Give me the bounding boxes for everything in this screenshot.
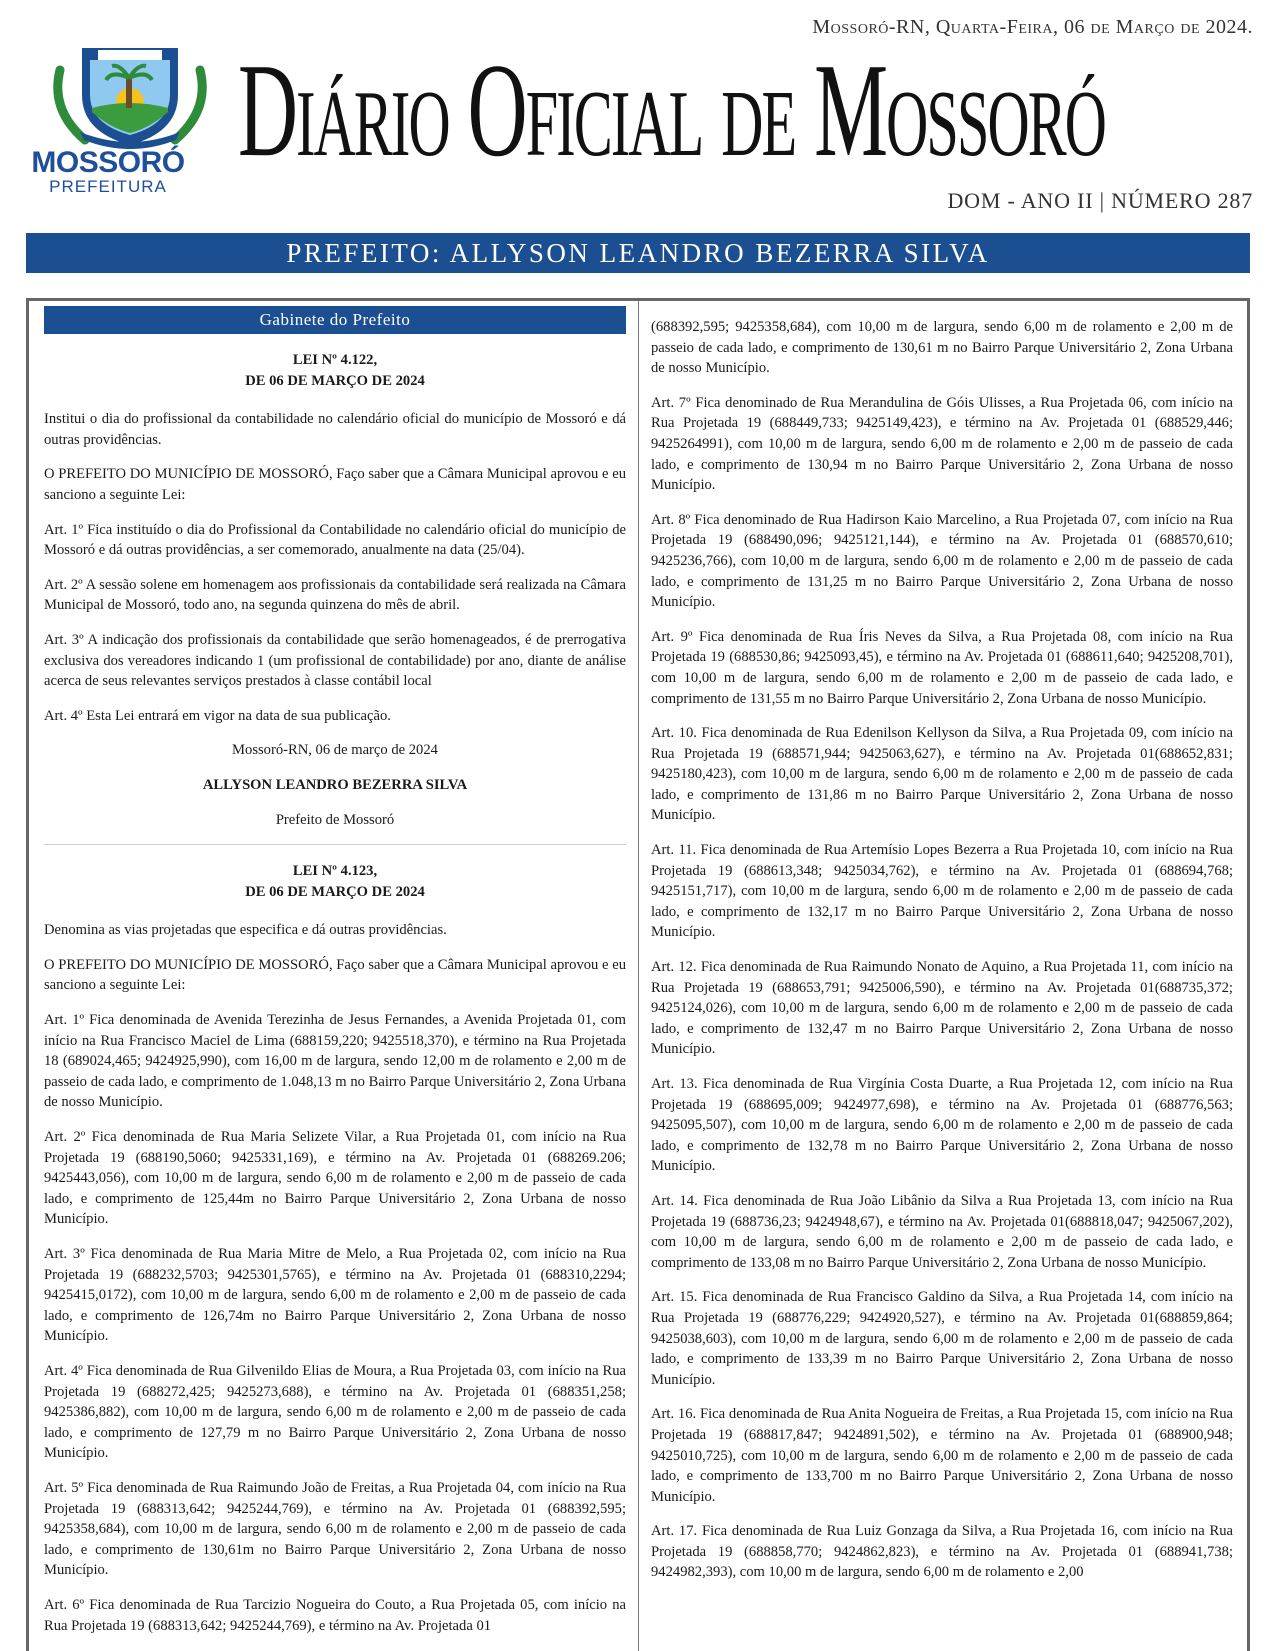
place-date: Mossoró-RN, 06 de março de 2024 xyxy=(232,742,438,759)
law-number: LEI Nº 4.123, xyxy=(292,863,378,880)
law-article: Art. 6º Fica denominada de Rua Tarcizio Nogueira do Couto, a Rua Projetada 05, com início na Rua Projetada 19 (688313,642; 9425244,769), e término na Av. Projetada 01 xyxy=(44,1596,626,1634)
signer-name: ALLYSON LEANDRO BEZERRA SILVA xyxy=(202,776,468,793)
law-article: Art. 10. Fica denominada de Rua Edenilson Kellyson da Silva, a Rua Projetada 09, com início na Rua Projetada 19 (688571,944; 9425063,627), e término na Av. Projetada 01(688652,831; 9425180,423), com 10,00 m de largura, sendo 6,00 m de rolamento e 2,00 m de passeio de cada lado, e comprimento de 131,86 m no Bairro Parque Universitário 2, Zona Urbana de nosso Município. xyxy=(651,725,1233,824)
law-article: Art. 7º Fica denominado de Rua Merandulina de Góis Ulisses, a Rua Projetada 06, com início na Rua Projetada 19 (688449,733; 9425149,423), e término na Av. Projetada 01 (688529,446; 9425264991), com 10,00 m de largura, sendo 6,00 m de rolamento e 2,00 m de passeio de cada lado, e comprimento de 130,94 m no Bairro Parque Universitário 2, Zona Urbana de nosso Município. xyxy=(651,394,1233,494)
law-date: DE 06 DE MARÇO DE 2024 xyxy=(245,372,425,389)
law-summary: Denomina as vias projetadas que especifica e dá outras providências. xyxy=(44,922,447,939)
law-article: Art. 4º Fica denominada de Rua Gilvenildo Elias de Moura, a Rua Projetada 03, com início na Rua Projetada 19 (688272,425; 9425273,688), e término na Av. Projetada 01 (688351,258; 9425386,882), com 10,00 m de largura, sendo 6,00 m de rolamento e 2,00 m de passeio de cada lado, e comprimento de 127,79 m no Bairro Parque Universitário 2, Zona Urbana de nosso Município. xyxy=(44,1362,626,1462)
law-article: Art. 5º Fica denominada de Rua Raimundo João de Freitas, a Rua Projetada 04, com início na Rua Projetada 19 (688313,642; 9425244,769), e término na Av. Projetada 01 (688392,595; 9425358,684), com 10,00 m de largura, sendo 6,00 m de rolamento e 2,00 m de passeio de cada lado, e comprimento de 130,61m no Bairro Parque Universitário 2, Zona Urbana de nosso Município. xyxy=(44,1479,626,1579)
law-article: Art. 4º Esta Lei entrará em vigor na data de sua publicação. xyxy=(44,707,391,724)
law-preamble: O PREFEITO DO MUNICÍPIO DE MOSSORÓ, Faço saber que a Câmara Municipal aprovou e eu sanciono a seguinte Lei: xyxy=(44,956,626,994)
logo-city-name: MOSSORÓ xyxy=(31,146,185,179)
publication-date: Mossoró-RN, Quarta-Feira, 06 de Março de 2024. xyxy=(812,16,1253,38)
logo-subtitle: PREFEITURA xyxy=(49,177,167,196)
law-article: Art. 3º A indicação dos profissionais da contabilidade que serão homenageados, é de prerrogativa exclusiva dos vereadores indicando 1 (um profissional de contabilidade) por ano, diante de análise acerca de seus relevantes serviços prestados à classe contábil local xyxy=(44,631,626,690)
law-article: Art. 13. Fica denominada de Rua Virgínia Costa Duarte, a Rua Projetada 12, com início na Rua Projetada 19 (688695,009; 9424977,698), e término na Av. Projetada 01 (688776,563; 9425095,507), com 10,00 m de largura, sendo 6,00 m de rolamento e 2,00 m de passeio de cada lado, e comprimento de 132,78 m no Bairro Parque Universitário 2, Zona Urbana de nosso Município. xyxy=(651,1076,1233,1175)
right-column xyxy=(651,317,1233,1597)
law-divider xyxy=(44,844,626,845)
signer-role: Prefeito de Mossoró xyxy=(275,811,395,828)
law-article: Art. 15. Fica denominada de Rua Francisco Galdino da Silva, a Rua Projetada 14, com início na Rua Projetada 19 (688776,229; 9424920,527), e término na Av. Projetada 01(688859,864; 9425038,603), com 10,00 m de largura, sendo 6,00 m de rolamento e 2,00 m de passeio de cada lado, e comprimento de 133,39 m no Bairro Parque Universitário 2, Zona Urbana de nosso Município. xyxy=(651,1289,1233,1388)
law-article: Art. 17. Fica denominada de Rua Luiz Gonzaga da Silva, a Rua Projetada 16, com início na Rua Projetada 19 (688858,770; 9424862,823), e término na Av. Projetada 01 (688941,738; 9424982,393), com 10,00 m de largura, sendo 6,00 m de rolamento e 2,00 xyxy=(651,1523,1233,1581)
law-number: LEI Nº 4.122, xyxy=(292,352,378,368)
logo-wordmark xyxy=(20,148,196,196)
issue-number: DOM - ANO II | NÚMERO 287 xyxy=(947,188,1253,213)
law-preamble: O PREFEITO DO MUNICÍPIO DE MOSSORÓ, Faço saber que a Câmara Municipal aprovou e eu sanciono a seguinte Lei: xyxy=(44,466,626,503)
law-article: Art. 9º Fica denominada de Rua Íris Neves da Silva, a Rua Projetada 08, com início na Rua Projetada 19 (688530,86; 9425093,45), e término na Av. Projetada 01 (688611,640; 9425208,701), com 10,00 m de largura, sendo 6,00 m de rolamento e 2,00 m de passeio de cada lado, e comprimento de 131,55 m no Bairro Parque Universitário 2, Zona Urbana de nosso Município. xyxy=(651,628,1233,707)
law-article: Art. 2º A sessão solene em homenagem aos profissionais da contabilidade será realizada na Câmara Municipal de Mossoró, todo ano, na segunda quinzena do mês de abril. xyxy=(44,576,626,614)
law-article: Art. 11. Fica denominada de Rua Artemísio Lopes Bezerra a Rua Projetada 10, com início na Rua Projetada 19 (688613,348; 9425034,762), e término na Av. Projetada 01 (688694,768; 9425151,717), com 10,00 m de largura, sendo 6,00 m de rolamento e 2,00 m de passeio de cada lado, e comprimento de 132,17 m no Bairro Parque Universitário 2, Zona Urbana de nosso Município. xyxy=(651,842,1233,941)
law-article: Art. 2º Fica denominada de Rua Maria Selizete Vilar, a Rua Projetada 01, com início na Rua Projetada 19 (688190,5060; 9425331,169), e término na Av. Projetada 01 (688269.206; 9425443,056), com 10,00 m de largura, sendo 6,00 m de rolamento e 2,00 m de passeio de cada lado, e comprimento de 125,44m no Bairro Parque Universitário 2, Zona Urbana de nosso Município. xyxy=(44,1129,626,1228)
coat-of-arms-icon xyxy=(40,40,220,150)
law-title xyxy=(44,861,626,902)
left-column xyxy=(44,306,626,1650)
law-article: Art. 1º Fica instituído o dia do Profissional da Contabilidade no calendário oficial do município de Mossoró e dá outras providências, a ser comemorado, anualmente na data (25/04). xyxy=(44,521,626,559)
mayor-banner: PREFEITO: ALLYSON LEANDRO BEZERRA SILVA xyxy=(26,233,1250,273)
masthead-title: Diário Oficial de Mossoró xyxy=(238,36,1105,184)
law-title xyxy=(44,350,626,391)
law-article: Art. 12. Fica denominada de Rua Raimundo Nonato de Aquino, a Rua Projetada 11, com início na Rua Projetada 19 (688653,791; 9425006,590), e término na Av. Projetada 01(688735,372; 9425124,026), com 10,00 m de largura, sendo 6,00 m de rolamento e 2,00 m de passeio de cada lado, e comprimento de 132,47 m no Bairro Parque Universitário 2, Zona Urbana de nosso Município. xyxy=(651,959,1233,1058)
law-article: Art. 1º Fica denominada de Avenida Terezinha de Jesus Fernandes, a Avenida Projetada 01, com início na Rua Francisco Maciel de Lima (688159,220; 9425518,370), e término na Rua Projetada 18 (689024,465; 9424925,990), com 16,00 m de largura, sendo 12,00 m de rolamento e 2,00 m de passeio de cada lado, e comprimento de 1.048,13 m no Bairro Parque Universitário 2, Zona Urbana de nosso Município. xyxy=(44,1012,626,1111)
law-article-continued: (688392,595; 9425358,684), com 10,00 m de largura, sendo 6,00 m de rolamento e 2,00 m de passeio de cada lado, e comprimento de 130,61 m no Bairro Parque Universitário 2, Zona Urbana de nosso Município. xyxy=(651,319,1233,377)
law-summary: Institui o dia do profissional da contabilidade no calendário oficial do município de Mossoró e dá outras providências. xyxy=(44,411,626,448)
column-divider xyxy=(638,301,639,1651)
law-date: DE 06 DE MARÇO DE 2024 xyxy=(245,883,425,900)
law-article: Art. 8º Fica denominado de Rua Hadirson Kaio Marcelino, a Rua Projetada 07, com início na Rua Projetada 19 (688490,096; 9425121,144), e término na Av. Projetada 01 (688570,610; 9425236,766), com 10,00 m de largura, sendo 6,00 m de rolamento e 2,00 m de passeio de cada lado, e comprimento de 131,25 m no Bairro Parque Universitário 2, Zona Urbana de nosso Município. xyxy=(651,511,1233,611)
law-article: Art. 14. Fica denominada de Rua João Libânio da Silva a Rua Projetada 13, com início na Rua Projetada 19 (688736,23; 9424948,67), e término na Av. Projetada 01(688818,047; 9425067,202), com 10,00 m de largura, sendo 6,00 m de rolamento e 2,00 m de passeio de cada lado, e comprimento de 133,08 m no Bairro Parque Universitário 2, Zona Urbana de nosso Município. xyxy=(651,1192,1233,1271)
law-article: Art. 3º Fica denominada de Rua Maria Mitre de Melo, a Rua Projetada 02, com início na Rua Projetada 19 (688232,5703; 9425301,5765), e término na Av. Projetada 01 (688310,2294; 9425415,0172), com 10,00 m de largura, sendo 6,00 m de rolamento e 2,00 m de passeio de cada lado, e comprimento de 126,74m no Bairro Parque Universitário 2, Zona Urbana de nosso Município. xyxy=(44,1246,626,1345)
law-article: Art. 16. Fica denominada de Rua Anita Nogueira de Freitas, a Rua Projetada 15, com início na Rua Projetada 19 (688817,847; 9424891,502), e término na Av. Projetada 01 (688900,948; 9425010,725), com 10,00 m de largura, sendo 6,00 m de rolamento e 2,00 m de passeio de cada lado, e comprimento de 133,700 m no Bairro Parque Universitário 2, Zona Urbana de nosso Município. xyxy=(651,1406,1233,1505)
section-header: Gabinete do Prefeito xyxy=(44,306,626,334)
